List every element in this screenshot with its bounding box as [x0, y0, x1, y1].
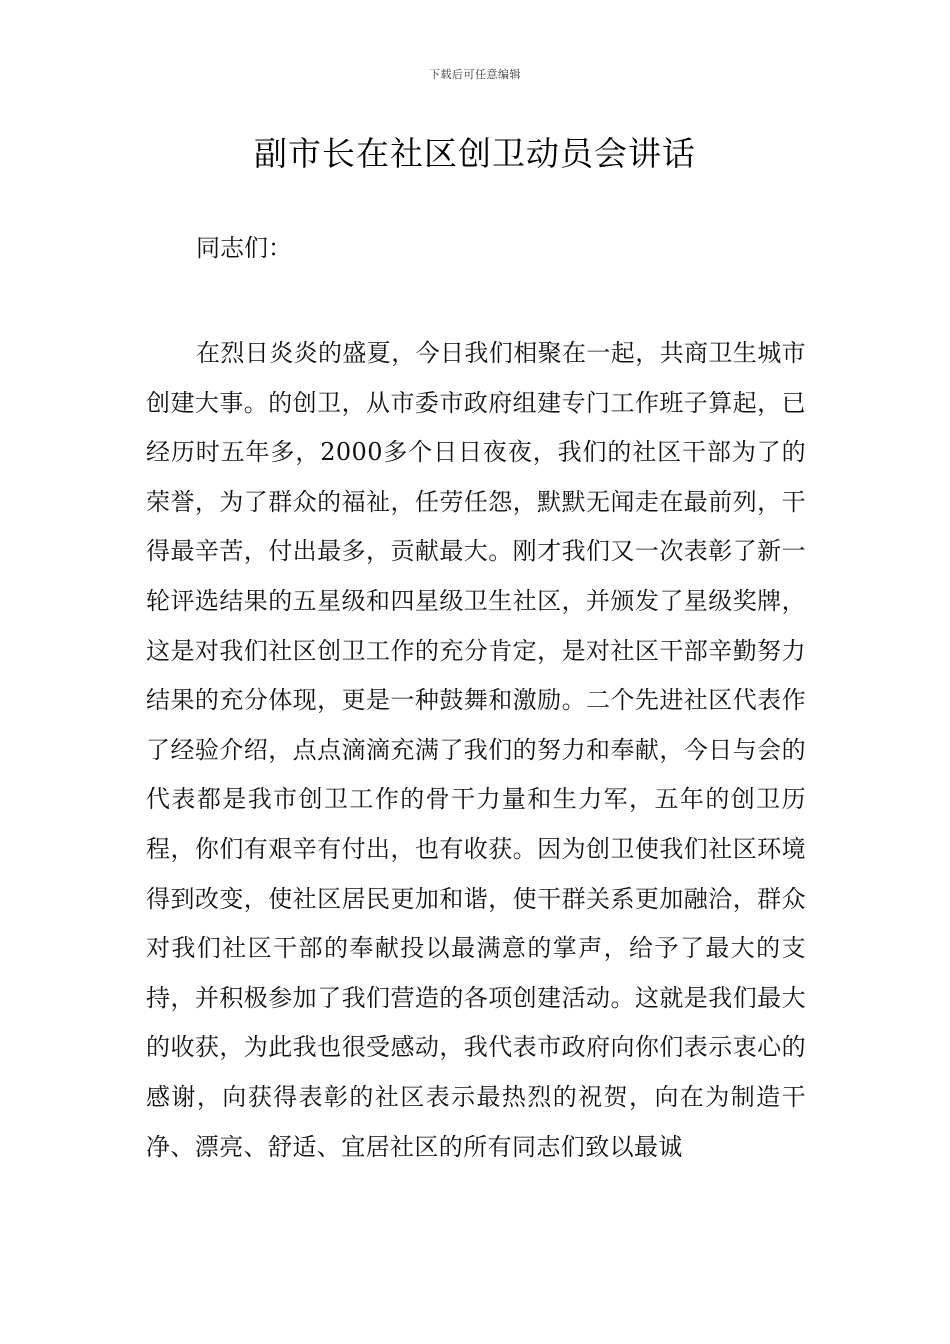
page-title: 副市长在社区创卫动员会讲话: [254, 134, 696, 173]
header-note: 下载后可任意编辑: [429, 68, 521, 81]
body-paragraph: 在烈日炎炎的盛夏，今日我们相聚在一起，共商卫生城市创建大事。的创卫，从市委市政府组建专门工作班子算起，已经历时五年多，2000多个日日夜夜，我们的社区干部为了的荣誉，为了群众的福祉，任劳任怨，默默无闻走在最前列，干得最辛苦，付出最多，贡献最大。刚才我们又一次表彰了新一轮评选结果的五星级和四星级卫生社区，并颁发了星级奖牌，这是对我们社区创卫工作的充分肯定，是对社区干部辛勤努力结果的充分体现，更是一种鼓舞和激励。二个先进社区代表作了经验介绍，点点滴滴充满了我们的努力和奉献，今日与会的代表都是我市创卫工作的骨干力量和生力军，五年的创卫历程，你们有艰辛有付出，也有收获。因为创卫使我们社区环境得到改变，使社区居民更加和谐，使干群关系更加融洽，群众对我们社区干部的奉献投以最满意的掌声，给予了最大的支持，并积极参加了我们营造的各项创建活动。这就是我们最大的收获，为此我也很受感动，我代表市政府向你们表示衷心的感谢，向获得表彰的社区表示最热烈的祝贺，向在为制造干净、漂亮、舒适、宜居社区的所有同志们致以最诚: [146, 339, 806, 1161]
salutation: 同志们：: [196, 234, 292, 262]
